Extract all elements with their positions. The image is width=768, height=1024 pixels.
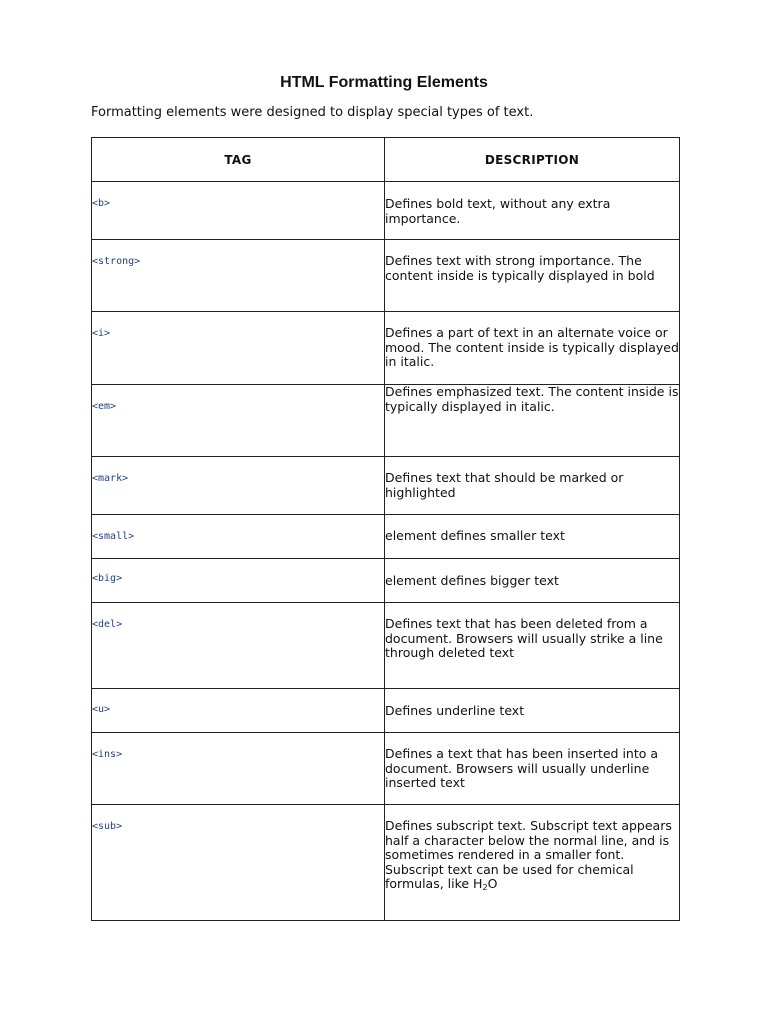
- tag-cell: <b>: [92, 182, 385, 240]
- description-column-header: DESCRIPTION: [385, 138, 680, 182]
- tag-cell: <big>: [92, 559, 385, 603]
- description-cell: Defines text that has been deleted from a document. Browsers will usually strike a line through deleted text: [385, 603, 680, 689]
- tag-cell: <strong>: [92, 240, 385, 312]
- formula-subscript: 2: [482, 883, 488, 892]
- description-cell: Defines underline text: [385, 689, 680, 733]
- description-cell: Defines a text that has been inserted into a document. Browsers will usually underline inserted text: [385, 733, 680, 805]
- table-row: [92, 240, 680, 312]
- description-cell: Defines text that should be marked or highlighted: [385, 457, 680, 515]
- description-cell: Defines emphasized text. The content inside is typically displayed in italic.: [385, 385, 680, 457]
- description-cell: Defines bold text, without any extra importance.: [385, 182, 680, 240]
- tag-cell: <mark>: [92, 457, 385, 515]
- tag-cell: <u>: [92, 689, 385, 733]
- table-header-row: [92, 138, 680, 182]
- description-text: Defines subscript text. Subscript text appears half a character below the normal line, and is sometimes rendered in a smaller font. Subscript text can be used for chemical formulas, like H: [385, 818, 672, 891]
- table-row: [92, 733, 680, 805]
- tag-cell: <em>: [92, 385, 385, 457]
- table-row: [92, 559, 680, 603]
- page-title: HTML Formatting Elements: [280, 74, 488, 91]
- table-row: [92, 182, 680, 240]
- tag-cell: <ins>: [92, 733, 385, 805]
- table-row: [92, 457, 680, 515]
- tag-cell: <small>: [92, 515, 385, 559]
- table-row: [92, 689, 680, 733]
- tag-cell: <i>: [92, 312, 385, 385]
- description-cell: Defines text with strong importance. The content inside is typically displayed in bold: [385, 240, 680, 312]
- table-row: [92, 805, 680, 921]
- description-cell: Defines a part of text in an alternate voice or mood. The content inside is typically displayed in italic.: [385, 312, 680, 385]
- description-cell: [385, 805, 680, 921]
- description-cell: element defines smaller text: [385, 515, 680, 559]
- table-row: [92, 312, 680, 385]
- table-row: [92, 603, 680, 689]
- table-row: [92, 385, 680, 457]
- tag-cell: <sub>: [92, 805, 385, 921]
- formula-tail: O: [487, 876, 498, 891]
- intro-paragraph: Formatting elements were designed to display special types of text.: [91, 105, 534, 120]
- tag-column-header: TAG: [92, 138, 385, 182]
- formatting-elements-table: [91, 137, 680, 921]
- tag-cell: <del>: [92, 603, 385, 689]
- table-row: [92, 515, 680, 559]
- description-cell: element defines bigger text: [385, 559, 680, 603]
